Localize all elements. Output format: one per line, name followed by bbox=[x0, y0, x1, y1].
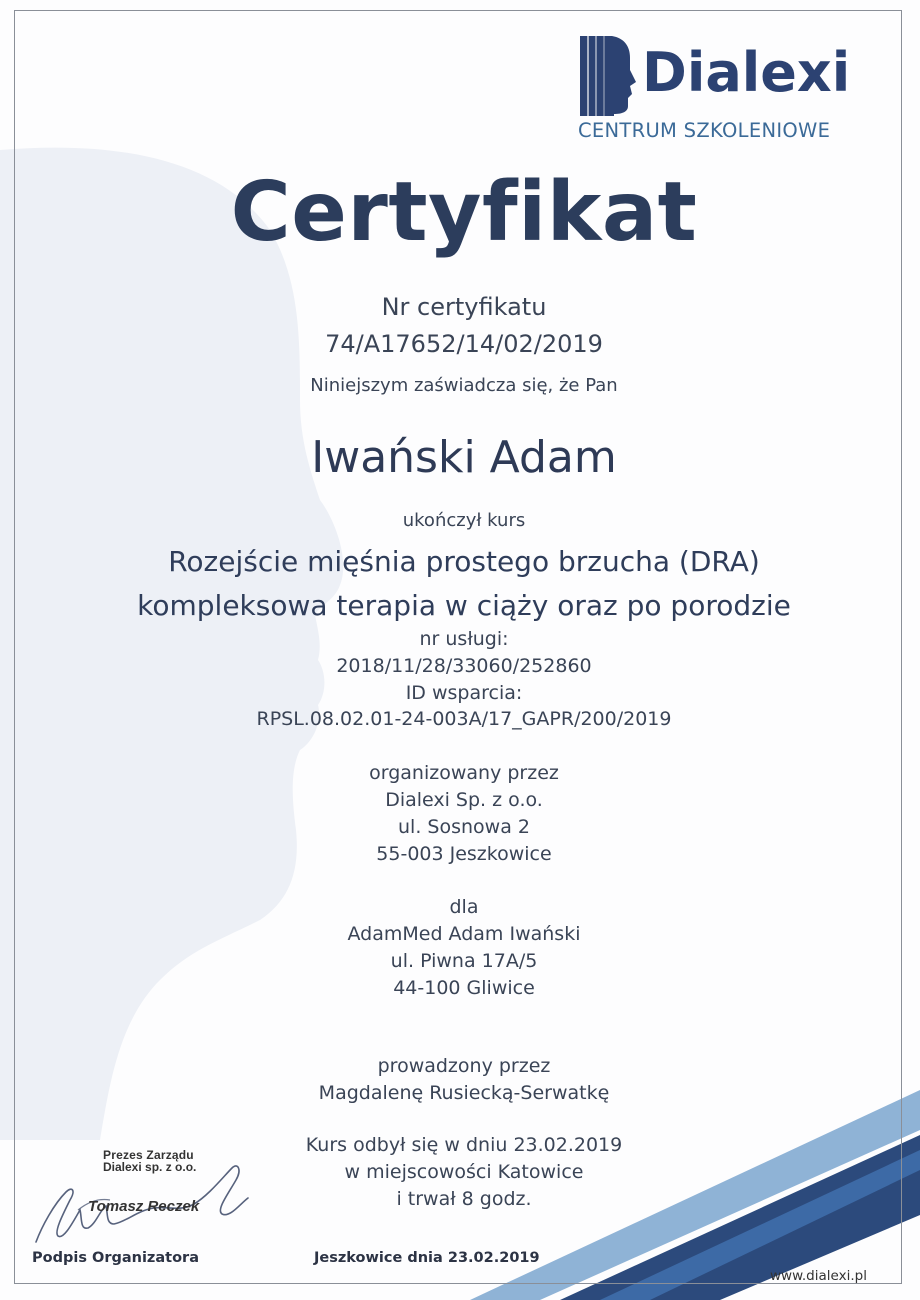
stamp-signatory-name: Tomasz Reczek bbox=[88, 1198, 200, 1215]
support-label: ID wsparcia: bbox=[405, 682, 523, 704]
course-location: w miejscowości Katowice bbox=[344, 1161, 584, 1183]
organizer-city: 55-003 Jeszkowice bbox=[376, 843, 552, 865]
trainer-name: Magdalenę Rusiecką-Serwatkę bbox=[318, 1082, 610, 1104]
signature-caption: Podpis Organizatora bbox=[32, 1250, 199, 1266]
course-date: Kurs odbył się w dniu 23.02.2019 bbox=[305, 1134, 623, 1156]
course-title-line2: kompleksowa terapia w ciąży oraz po porodzie bbox=[137, 589, 791, 622]
place-and-date: Jeszkowice dnia 23.02.2019 bbox=[314, 1250, 540, 1266]
course-duration: i trwał 8 godz. bbox=[396, 1188, 532, 1210]
certificate-title: Certyfikat bbox=[230, 165, 698, 260]
brand-subtitle: CENTRUM SZKOLENIOWE bbox=[578, 119, 831, 142]
stamp-title: Prezes Zarządu bbox=[103, 1148, 194, 1162]
client-street: ul. Piwna 17A/5 bbox=[390, 950, 538, 972]
support-id: RPSL.08.02.01-24-003A/17_GAPR/200/2019 bbox=[256, 708, 672, 730]
certificate-number: 74/A17652/14/02/2019 bbox=[325, 330, 603, 358]
trainer-label: prowadzony przez bbox=[377, 1055, 551, 1077]
stamp-company: Dialexi sp. z o.o. bbox=[103, 1160, 197, 1174]
service-number: 2018/11/28/33060/252860 bbox=[336, 655, 592, 677]
client-city: 44-100 Gliwice bbox=[393, 977, 535, 999]
brand-name: Dialexi bbox=[642, 41, 851, 104]
course-title-line1: Rozejście mięśnia prostego brzucha (DRA) bbox=[168, 545, 760, 578]
organizer-street: ul. Sosnowa 2 bbox=[398, 816, 530, 838]
organizer-label: organizowany przez bbox=[369, 762, 559, 784]
certificate-number-label: Nr certyfikatu bbox=[381, 293, 547, 321]
intro-text: Niniejszym zaświadcza się, że Pan bbox=[310, 375, 618, 396]
client-name: AdamMed Adam Iwański bbox=[347, 923, 581, 945]
completed-text: ukończył kurs bbox=[402, 510, 526, 531]
client-label: dla bbox=[449, 896, 479, 918]
organizer-name: Dialexi Sp. z o.o. bbox=[385, 789, 543, 811]
recipient-name: Iwański Adam bbox=[311, 432, 617, 483]
service-label: nr usługi: bbox=[419, 628, 509, 650]
website-link[interactable]: www.dialexi.pl bbox=[770, 1268, 867, 1284]
